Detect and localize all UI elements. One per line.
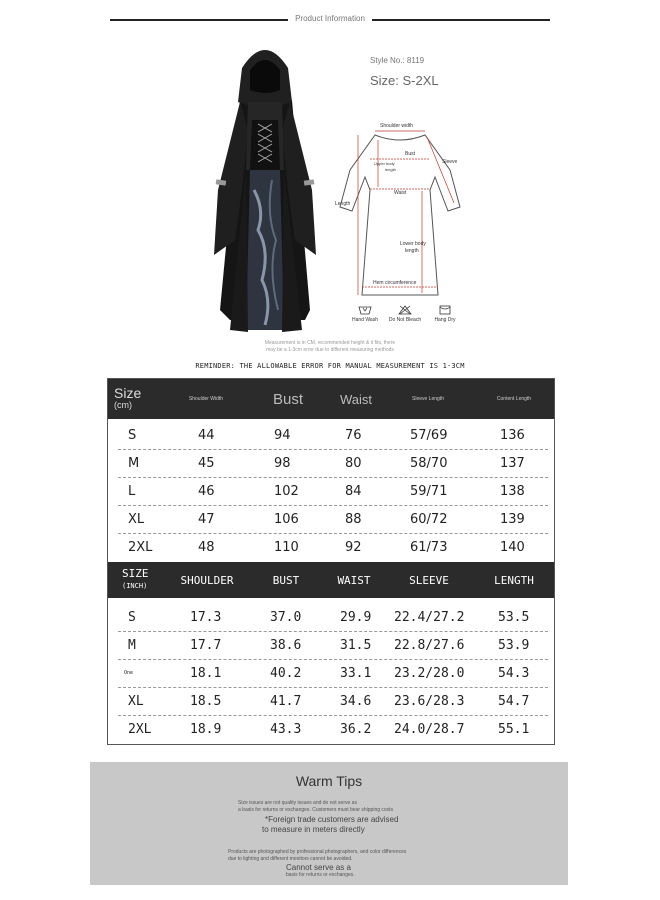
cm-header-sleeve: Sleeve Length bbox=[412, 396, 444, 402]
cm-header-bust: Bust bbox=[272, 390, 303, 408]
measurement-note bbox=[190, 340, 470, 354]
label-sleeve: Sleeve bbox=[442, 159, 458, 165]
style-number: Style No.: 8119 bbox=[370, 56, 425, 65]
warm-tips-title: Warm Tips bbox=[295, 773, 363, 789]
table-row: S 17.3 37.0 29.9 22.4/27.2 53.5 bbox=[118, 603, 548, 632]
table-row: S 44 94 76 57/69 136 bbox=[118, 421, 548, 450]
care-hand-wash-label: Hand Wash bbox=[352, 317, 378, 323]
tips-line: Size issues are not quality issues and do not serve as bbox=[238, 800, 357, 806]
label-bust: Bust bbox=[405, 151, 416, 157]
section-title-row bbox=[110, 10, 550, 30]
table-row: XL 47 106 88 60/72 139 bbox=[118, 505, 548, 534]
label-shoulder-width: Shoulder width bbox=[380, 123, 414, 129]
care-no-bleach-label: Do Not Bleach bbox=[388, 317, 422, 323]
inch-header-size: SIZE (INCH) bbox=[122, 567, 149, 590]
table-row: M 45 98 80 58/70 137 bbox=[118, 449, 548, 478]
inch-table-header bbox=[108, 562, 554, 598]
label-length: Length bbox=[335, 201, 351, 207]
inch-header-shoulder: SHOULDER bbox=[180, 573, 234, 587]
dress-image bbox=[210, 40, 320, 336]
warm-tips-panel bbox=[90, 762, 568, 885]
table-row: One 18.1 40.2 33.1 23.2/28.0 54.3 bbox=[118, 659, 548, 688]
tips-line: Products are photographed by professional photographers, and color differences bbox=[228, 849, 407, 855]
care-hand-wash bbox=[345, 305, 385, 323]
cm-header-size: Size (cm) bbox=[114, 385, 142, 410]
reminder-text: REMINDER: THE ALLOWABLE ERROR FOR MANUAL MEASUREMENT IS 1-3CM bbox=[195, 362, 465, 370]
tips-line: due to lighting and different monitors cannot be avoided. bbox=[228, 856, 353, 862]
label-lower-body-1: Lower body bbox=[400, 241, 426, 247]
care-hang-dry-label: Hang Dry bbox=[434, 317, 456, 323]
measurement-note-line-1: Measurement is in CM, recommended height & it fits, there bbox=[264, 340, 396, 346]
section-title: Product Information bbox=[295, 14, 365, 23]
size-table bbox=[107, 378, 555, 745]
table-row: L 46 102 84 59/71 138 bbox=[118, 477, 548, 506]
label-lower-body-2: length bbox=[405, 248, 419, 254]
table-row: 2XL 48 110 92 61/73 140 bbox=[128, 539, 525, 555]
cm-header-waist: Waist bbox=[339, 391, 373, 407]
cm-table-header bbox=[108, 379, 554, 419]
tips-line: basis for returns or exchanges. bbox=[286, 872, 355, 878]
label-upper-body-1: Upper body bbox=[374, 161, 395, 166]
care-hang-dry bbox=[425, 305, 465, 323]
table-row: 2XL 18.9 43.3 36.2 24.0/28.7 55.1 bbox=[128, 721, 530, 737]
tips-line: to measure in meters directly bbox=[262, 825, 365, 834]
inch-header-sleeve: SLEEVE bbox=[409, 573, 449, 587]
hang-dry-icon bbox=[438, 305, 452, 315]
label-waist: Waist bbox=[394, 190, 407, 196]
title-divider-right bbox=[372, 19, 550, 21]
measurement-note-line-2: may be a 1-3cm error due to different measuring methods bbox=[266, 347, 394, 353]
tips-line: a basis for returns or exchanges. Customers must bear shipping costs bbox=[238, 807, 394, 813]
table-row: M 17.7 38.6 31.5 22.8/27.6 53.9 bbox=[118, 631, 548, 660]
label-hem: Hem circumference bbox=[373, 280, 417, 286]
tips-line: *Foreign trade customers are advised bbox=[265, 815, 399, 824]
size-range: Size: S-2XL bbox=[370, 73, 439, 88]
measurement-diagram bbox=[330, 115, 470, 335]
inch-header-length: LENGTH bbox=[494, 573, 534, 587]
hand-wash-icon bbox=[358, 305, 372, 315]
label-upper-body-2: length bbox=[385, 167, 396, 172]
care-instructions bbox=[345, 305, 465, 335]
cm-header-shoulder: Shoulder Width bbox=[188, 396, 224, 402]
inch-header-waist: WAIST bbox=[337, 573, 371, 587]
no-bleach-icon bbox=[398, 305, 412, 315]
inch-header-bust: BUST bbox=[272, 573, 300, 587]
table-row: XL 18.5 41.7 34.6 23.6/28.3 54.7 bbox=[118, 687, 548, 716]
tips-line: Cannot serve as a bbox=[286, 863, 351, 872]
care-no-bleach bbox=[385, 305, 425, 323]
cm-header-length: Content Length bbox=[496, 396, 532, 402]
